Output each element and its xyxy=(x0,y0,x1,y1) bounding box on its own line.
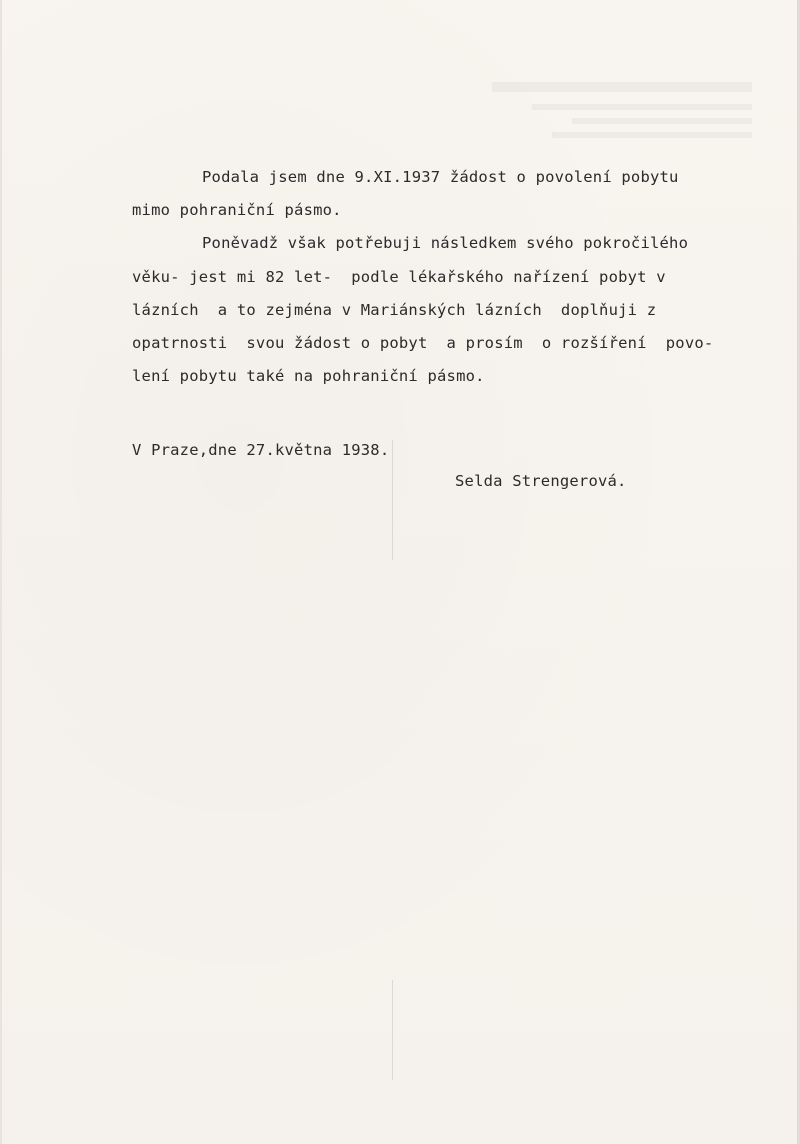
paragraph2-line3: lázních a to zejména v Mariánských lázních doplňuji z xyxy=(132,301,657,319)
fold-mark xyxy=(392,440,393,560)
place-and-date: V Praze,dne 27.května 1938. xyxy=(132,441,390,459)
paragraph2-line5: lení pobytu také na pohraniční pásmo. xyxy=(132,367,485,385)
paragraph2-line2: věku- jest mi 82 let- podle lékařského nařízení pobyt v xyxy=(132,268,666,286)
show-through-letterhead xyxy=(472,70,772,150)
paragraph1-line2: mimo pohraniční pásmo. xyxy=(132,201,342,219)
fold-mark xyxy=(392,980,393,1080)
paragraph2-line4: opatrnosti svou žádost o pobyt a prosím o rozšíření povo- xyxy=(132,334,714,352)
signature-name: Selda Strengerová. xyxy=(455,472,627,490)
paragraph1-line1: Podala jsem dne 9.XI.1937 žádost o povolení pobytu xyxy=(202,168,679,186)
paragraph2-line1: Poněvadž však potřebuji následkem svého pokročilého xyxy=(202,234,689,252)
